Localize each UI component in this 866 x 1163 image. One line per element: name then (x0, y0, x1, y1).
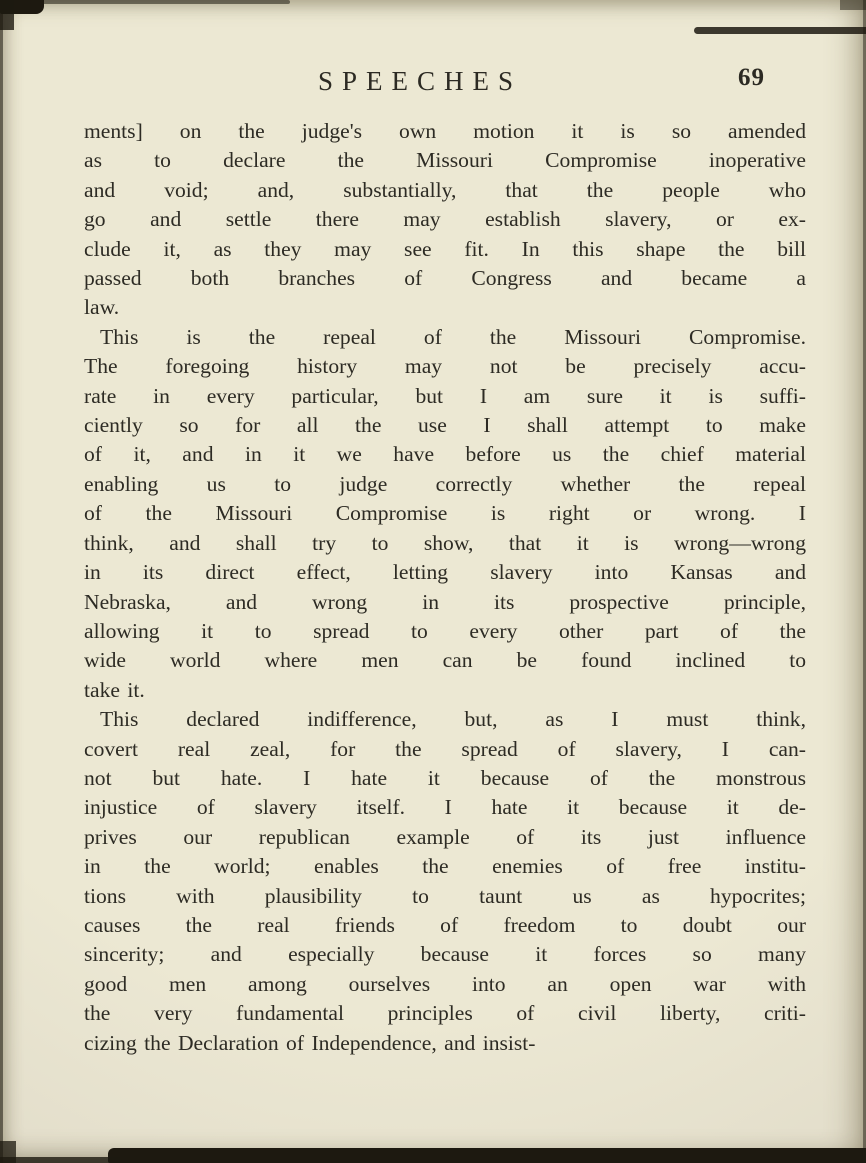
text-line: go and settle there may establish slavery, or ex- (84, 207, 806, 232)
text-line: take it. (84, 677, 145, 702)
text-line: ciently so for all the use I shall attempt to make (84, 413, 806, 438)
scan-edge-artifact (694, 27, 866, 34)
scan-edge-artifact (0, 1141, 16, 1163)
scan-edge-artifact (108, 1148, 866, 1163)
text-line: injustice of slavery itself. I hate it because it de- (84, 795, 806, 820)
text-line: The foregoing history may not be precisely accu- (84, 354, 806, 379)
text-line: enabling us to judge correctly whether the repeal (84, 471, 806, 496)
text-line: covert real zeal, for the spread of slavery, I can- (84, 736, 806, 761)
text-line: in its direct effect, letting slavery into Kansas and (84, 560, 806, 585)
text-line: rate in every particular, but I am sure it is suffi- (84, 383, 806, 408)
text-line: prives our republican example of its just influence (84, 824, 806, 849)
paragraph (84, 117, 806, 323)
text-line: passed both branches of Congress and became a (84, 266, 806, 291)
text-line: clude it, as they may see fit. In this shape the bill (84, 236, 806, 261)
text-line: the very fundamental principles of civil liberty, criti- (84, 1001, 806, 1026)
scan-edge-artifact (0, 1157, 120, 1163)
text-line: causes the real friends of freedom to doubt our (84, 912, 806, 937)
text-line: Nebraska, and wrong in its prospective principle, (84, 589, 806, 614)
text-line: as to declare the Missouri Compromise inoperative (84, 148, 806, 173)
text-line: This is the repeal of the Missouri Compromise. (100, 324, 806, 349)
paragraph (84, 323, 806, 705)
text-line: and void; and, substantially, that the people who (84, 177, 806, 202)
text-line: good men among ourselves into an open war with (84, 971, 806, 996)
paragraph (84, 705, 806, 1058)
text-line: cizing the Declaration of Independence, and insist- (84, 1030, 536, 1055)
text-line: think, and shall try to show, that it is wrong—wrong (84, 530, 806, 555)
text-line: wide world where men can be found inclined to (84, 648, 806, 673)
text-line: tions with plausibility to taunt us as hypocrites; (84, 883, 806, 908)
text-line: not but hate. I hate it because of the monstrous (84, 765, 806, 790)
text-block (84, 117, 806, 1058)
scan-edge-artifact (0, 0, 3, 1163)
text-line: ments] on the judge's own motion it is so amended (84, 119, 806, 143)
text-line: law. (84, 295, 120, 320)
text-line: of it, and in it we have before us the chief material (84, 442, 806, 467)
text-line: allowing it to spread to every other part of the (84, 618, 806, 643)
page-number: 69 (738, 64, 765, 91)
text-line: in the world; enables the enemies of free institu- (84, 854, 806, 879)
scan-edge-artifact (30, 0, 290, 4)
text-line: of the Missouri Compromise is right or wrong. I (84, 501, 806, 526)
text-line: sincerity; and especially because it forces so many (84, 942, 806, 967)
page-header-title: SPEECHES (317, 66, 523, 96)
text-line: This declared indifference, but, as I must think, (100, 707, 806, 732)
